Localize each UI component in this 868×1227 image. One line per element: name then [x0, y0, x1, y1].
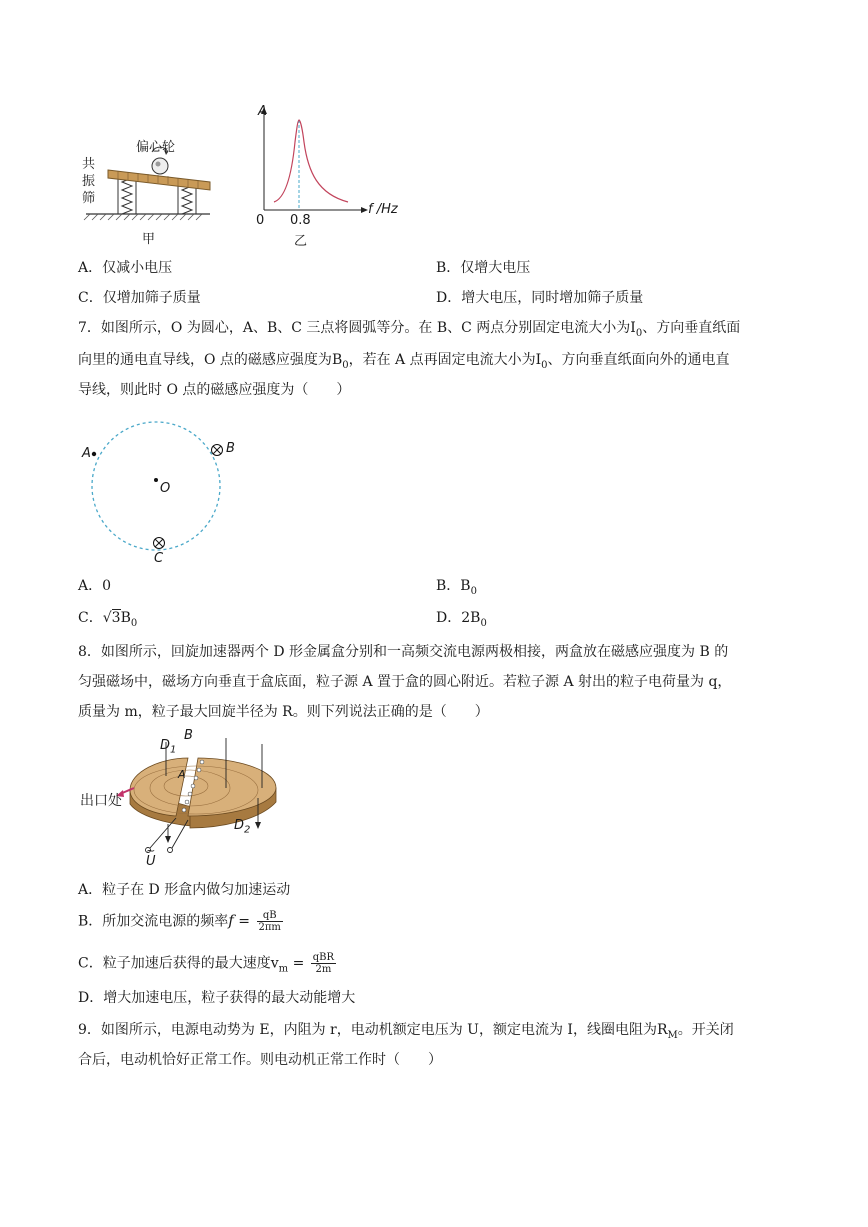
q7-line-2: 向里的通电直导线，O 点的磁感应强度为$B_0$，若在 A 点再固定电流大小为$I_0$、方向垂直纸面向外的通电直 — [78, 352, 730, 371]
axis-x-label: f /Hz — [368, 202, 398, 217]
q9-line-2: 合后，电动机恰好正常工作。则电动机正常工作时（ ） — [78, 1052, 442, 1068]
q6-option-b: B．仅增大电压 — [436, 260, 531, 276]
q8-option-a: A．粒子在 D 形盒内做匀加速运动 — [78, 882, 291, 898]
q7-line-3: 导线，则此时 O 点的磁感应强度为（ ） — [78, 382, 351, 398]
q8-line-1: 8．如图所示，回旋加速器两个 D 形金属盒分别和一高频交流电源两极相接，两盒放在磁感应强度为 B 的 — [78, 644, 729, 660]
tilde-icon: ~ — [146, 844, 156, 857]
cyclotron-label-a: A — [178, 768, 186, 781]
sqrt-icon: √ — [102, 610, 112, 626]
q6-option-c: C．仅增加筛子质量 — [78, 290, 201, 306]
cyclotron-label-b: B — [184, 728, 193, 743]
q9-line-1: 9．如图所示，电源电动势为 E，内阻为 r，电动机额定电压为 U，额定电流为 I，线圈电阻为$R_M$。开关闭 — [78, 1022, 734, 1041]
q6-option-a: A．仅减小电压 — [78, 260, 173, 276]
q7-label-c: C — [154, 551, 164, 566]
axis-y-label: A — [258, 104, 267, 119]
cyclotron-label-d2: $D_2$ — [234, 818, 251, 836]
wire-into-page-icon-b — [212, 445, 223, 456]
cyclotron-label-d1: $D_1$ — [160, 738, 177, 756]
q8-option-b: B．所加交流电源的频率f = $\frac{qB}{2\pi m}$ — [78, 910, 281, 933]
q7-label-b: B — [226, 441, 235, 456]
q8-line-2: 匀强磁场中，磁场方向垂直于盒底面，粒子源 A 置于盒的圆心附近。若粒子源 A 射出的粒子电荷量为 q， — [78, 674, 732, 690]
cyclotron-label-exit: 出口处 — [80, 793, 122, 809]
cyclotron-figure — [110, 728, 290, 863]
q7-line-1: 7．如图所示，O 为圆心，A、B、C 三点将圆弧等分。在 B、C 两点分别固定电流大小为$I_0$、方向垂直纸面 — [78, 320, 741, 339]
q8-line-3: 质量为 m，粒子最大回旋半径为 R。则下列说法正确的是（ ） — [78, 704, 489, 720]
label-jia: 甲 — [142, 232, 156, 247]
label-gongzhenshai: 共 振 筛 — [82, 157, 96, 206]
q7-option-d: D．$2B_0$ — [436, 610, 487, 629]
q7-option-b: B．$B_0$ — [436, 578, 477, 597]
q7-option-c: C．$√3B_0$ — [78, 610, 138, 629]
q8-option-d: D．增大加速电压，粒子获得的最大动能增大 — [78, 990, 356, 1006]
tick-origin: 0 — [256, 213, 265, 228]
wire-into-page-icon-c — [154, 538, 165, 549]
cyclotron-label-u: ~ U — [146, 844, 156, 869]
label-yi: 乙 — [294, 234, 308, 249]
tick-peak: 0.8 — [290, 213, 311, 228]
q7-option-a: A．0 — [78, 578, 112, 594]
q7-label-o: O — [160, 481, 171, 496]
q8-option-c: C．粒子加速后获得的最大速度$v_m$ = $\frac{\text{qBR}}{2m}$ — [78, 952, 335, 975]
q6-option-d: D．增大电压，同时增加筛子质量 — [436, 290, 644, 306]
label-pianxinlun: 偏心轮 — [136, 140, 176, 155]
q7-label-a: A — [82, 446, 91, 461]
